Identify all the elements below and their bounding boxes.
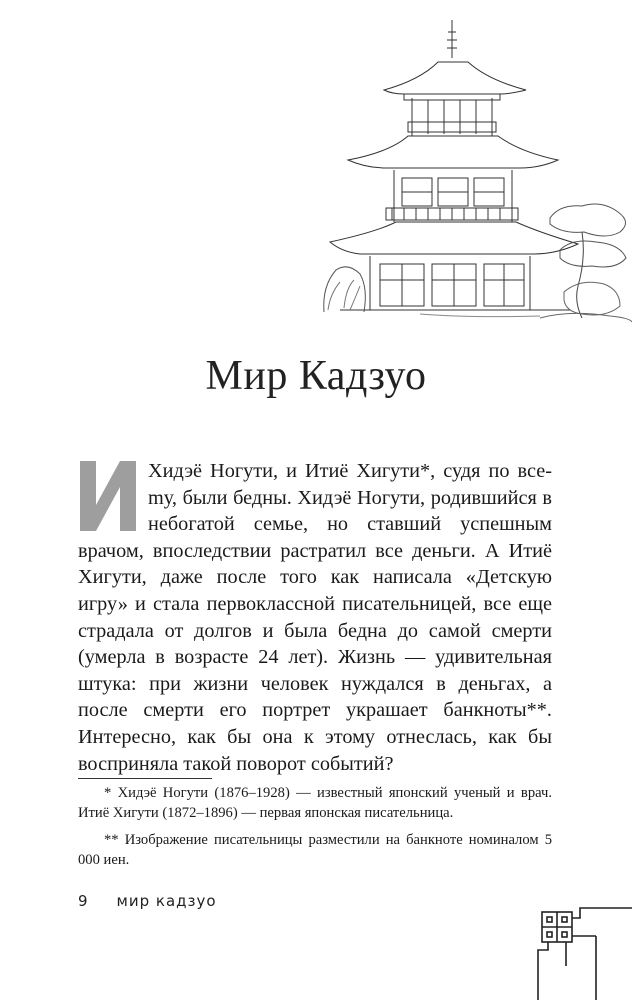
- body-paragraph: [78, 458, 552, 777]
- corner-ornament-icon: [536, 906, 632, 1000]
- body-text: Хидэё Ногути, и Итиё Хигути*, судя по всеmу, были бедны. Хидэё Ногути, родившийся в небогатой семье, но ставший успешным врачом, впоследствии растратил все деньги. А Итиё Хигути, даже после того как написала «Детскую игру» и стала первоклассной писательницей, все еще страдала от долгов и была бедна до самой смерти (умерла в возрасте 24 лет). Жизнь — удивительная штука: при жизни человек нуждался в деньгах, а после смерти его портрет украшает банкноты**. Интересно, как бы она к этому отнеслась, как бы восприняла такой поворот событий?: [78, 460, 552, 775]
- footnotes: [78, 784, 552, 878]
- dropcap-letter-i: [78, 461, 138, 531]
- footnote-2: ** Изображение писательницы разместили на банкноте номиналом 5 000 иен.: [78, 832, 552, 868]
- chapter-title: Мир Кадзуо: [205, 353, 427, 399]
- footnote-1: * Хидэё Ногути (1876–1928) — известный японский ученый и врач. Итиё Хигути (1872–1896) — первая японская писательница.: [78, 785, 552, 821]
- page-number: 9: [78, 892, 89, 910]
- footnote-divider: [78, 778, 212, 779]
- running-title: мир кадзуо: [116, 892, 217, 910]
- pagoda-illustration: [320, 18, 632, 328]
- page-footer: [78, 892, 217, 910]
